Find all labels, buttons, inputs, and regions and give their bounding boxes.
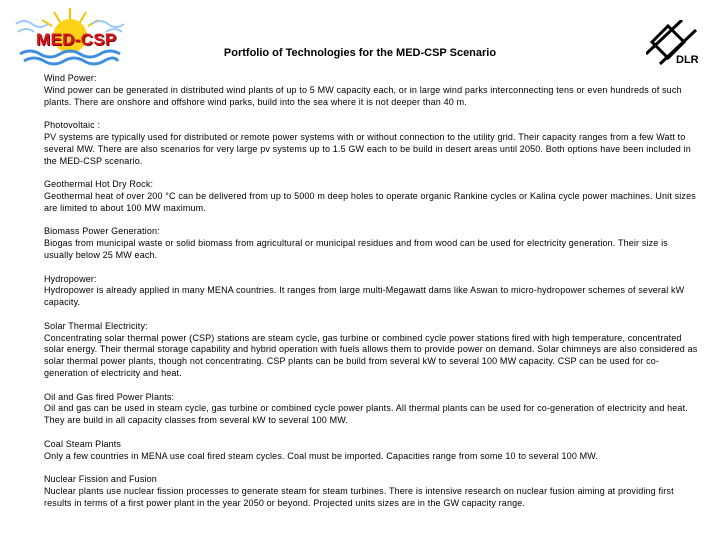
section-body: Hydropower is already applied in many MENA countries. It ranges from large multi-Megawatt dams like Aswan to micro-hydropower schemes of several kW capacity. <box>44 285 685 308</box>
section-heading: Biomass Power Generation: <box>44 226 160 237</box>
page-title: Portfolio of Technologies for the MED-CSP Scenario <box>223 47 497 59</box>
section-coal <box>44 439 699 463</box>
section-photovoltaic <box>44 120 699 167</box>
section-biomass <box>44 226 699 261</box>
section-oil-gas <box>44 392 699 427</box>
dlr-logo <box>646 20 704 68</box>
section-hydropower <box>44 274 699 309</box>
section-body: Wind power can be generated in distributed wind plants of up to 5 MW capacity each, or in large wind parks interconnecting tens or even hundreds of such plants. There are onshore and offshore wind parks, build into the sea where it is not deeper than 40 m. <box>44 84 682 107</box>
section-heading: Nuclear Fission and Fusion <box>44 474 157 485</box>
technology-list <box>44 73 699 521</box>
dlr-wordmark: DLR <box>676 54 699 66</box>
section-body: Biogas from municipal waste or solid biomass from agricultural or municipal residues and from wood can be used for electricity generation. Their size is usually below 25 MW each. <box>44 238 668 260</box>
section-body: PV systems are typically used for distributed or remote power systems with or without connection to the utility grid. Their capacity ranges from a few Watt to several MW. There are also scenarios for very large pv systems up to 1.5 GW each to be build in desert areas until 2050. Both options have been included in the MED-CSP scenario. <box>44 131 691 166</box>
section-body: Concentrating solar thermal power (CSP) stations are steam cycle, gas turbine or combined cycle power stations fired with high temperature, concentrated solar energy. Their thermal storage capability and hybrid operation with fuels allows them to provide power on demand. Solar chimneys are also considered as solar thermal power plants, though not concentrating. CSP plants can be build from several kW to several 100 MW capacity. CSP can be used for co-generation of electricity and heat. <box>44 332 698 378</box>
section-nuclear <box>44 474 699 509</box>
section-body: Geothermal heat of over 200 °C can be delivered from up to 5000 m deep holes to operate organic Rankine cycles or Kalina cycle power machines. Unit sizes are limited to about 100 MW maximum. <box>44 190 696 213</box>
section-solar-thermal <box>44 321 699 380</box>
section-body: Only a few countries in MENA use coal fired steam cycles. Coal must be imported. Capacities range from some 10 to several 100 MW. <box>44 450 599 461</box>
section-heading: Oil and Gas fired Power Plants: <box>44 391 175 402</box>
section-heading: Hydropower: <box>44 273 97 284</box>
med-csp-logo <box>14 6 126 70</box>
logo-wordmark: MED-CSP <box>36 30 117 49</box>
section-geothermal <box>44 179 699 214</box>
section-body: Oil and gas can be used in steam cycle, gas turbine or combined cycle power plants. All thermal plants can be used for co-generation of electricity and heat. They are build in all capacity classes from several kW to several 100 MW. <box>44 403 688 426</box>
section-wind <box>44 73 699 108</box>
section-heading: Coal Steam Plants <box>44 438 122 449</box>
section-heading: Solar Thermal Electricity: <box>44 320 148 331</box>
section-heading: Photovoltaic : <box>44 120 101 131</box>
section-heading: Geothermal Hot Dry Rock: <box>44 179 154 190</box>
section-heading: Wind Power: <box>44 73 97 83</box>
section-body: Nuclear plants use nuclear fission processes to generate steam for steam turbines. There is intensive research on nuclear fusion aiming at providing first results in terms of a first power plant in the year 2050 or beyond. Projected units sizes are in the GW capacity range. <box>44 485 674 508</box>
